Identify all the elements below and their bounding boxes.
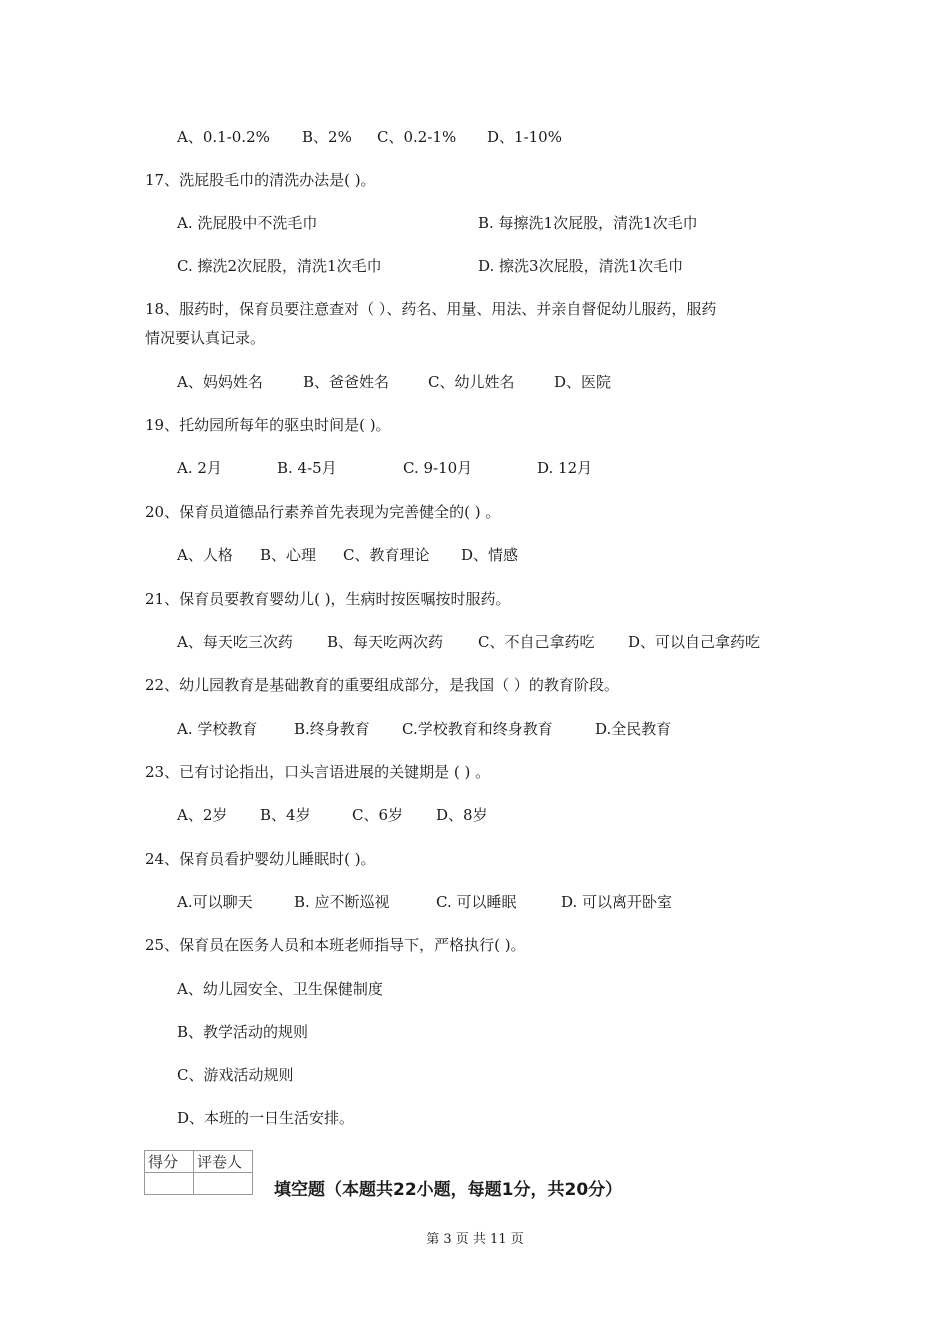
q22-option-c: C.学校教育和终身教育	[402, 720, 553, 738]
q16-option-b: B、2%	[302, 128, 352, 146]
q19-option-d: D. 12月	[537, 459, 593, 477]
q23-option-d: D、8岁	[436, 806, 488, 824]
q24-option-d: D. 可以离开卧室	[561, 893, 673, 911]
q17-option-c: C. 擦洗2次屁股，清洗1次毛巾	[177, 257, 382, 275]
q19-option-c: C. 9-10月	[403, 459, 473, 477]
q20-option-b: B、心理	[260, 546, 317, 564]
q21-option-b: B、每天吃两次药	[327, 633, 444, 651]
score-cell	[145, 1173, 194, 1195]
q22-option-b: B.终身教育	[294, 720, 370, 738]
q17-option-a: A. 洗屁股中不洗毛巾	[177, 214, 318, 232]
q20-option-c: C、教育理论	[343, 546, 430, 564]
q18-option-a: A、妈妈姓名	[177, 373, 263, 391]
q21-option-a: A、每天吃三次药	[177, 633, 293, 651]
q25-option-a: A、幼儿园安全、卫生保健制度	[177, 980, 383, 998]
grader-cell	[194, 1173, 253, 1195]
q24-option-c: C. 可以睡眠	[436, 893, 517, 911]
q24-text: 24、保育员看护婴幼儿睡眠时( )。	[145, 850, 376, 868]
q18-text-line1: 18、服药时，保育员要注意查对（ ）、药名、用量、用法、并亲自督促幼儿服药，服药	[145, 300, 717, 318]
q19-option-a: A. 2月	[177, 459, 222, 477]
q23-option-c: C、6岁	[352, 806, 404, 824]
q21-option-d: D、可以自己拿药吃	[628, 633, 761, 651]
q24-option-b: B. 应不断巡视	[294, 893, 390, 911]
q19-option-b: B. 4-5月	[277, 459, 337, 477]
q18-text-line2: 情况要认真记录。	[145, 329, 266, 347]
q25-option-c: C、游戏活动规则	[177, 1066, 294, 1084]
q19-text: 19、托幼园所每年的驱虫时间是( )。	[145, 416, 391, 434]
q18-option-b: B、爸爸姓名	[303, 373, 390, 391]
q21-option-c: C、不自己拿药吃	[478, 633, 595, 651]
q18-option-d: D、医院	[554, 373, 612, 391]
q23-option-a: A、2岁	[177, 806, 228, 824]
q16-option-c: C、0.2-1%	[377, 128, 457, 146]
q21-text: 21、保育员要教育婴幼儿( )，生病时按医嘱按时服药。	[145, 590, 511, 608]
score-header: 得分	[145, 1151, 194, 1173]
q20-option-d: D、情感	[461, 546, 519, 564]
q23-text: 23、已有讨论指出，口头言语进展的关键期是 ( ) 。	[145, 763, 491, 781]
q20-option-a: A、人格	[177, 546, 233, 564]
q18-option-c: C、幼儿姓名	[428, 373, 515, 391]
q20-text: 20、保育员道德品行素养首先表现为完善健全的( ) 。	[145, 503, 501, 521]
q17-option-b: B. 每擦洗1次屁股，清洗1次毛巾	[478, 214, 698, 232]
q22-option-d: D.全民教育	[595, 720, 672, 738]
q22-text: 22、幼儿园教育是基础教育的重要组成部分，是我国（ ）的教育阶段。	[145, 676, 619, 694]
q17-text: 17、洗屁股毛巾的清洗办法是( )。	[145, 171, 376, 189]
q16-option-a: A、0.1-0.2%	[177, 128, 270, 146]
q25-text: 25、保育员在医务人员和本班老师指导下，严格执行( )。	[145, 936, 526, 954]
page-footer: 第 3 页 共 11 页	[426, 1232, 524, 1247]
q24-option-a: A.可以聊天	[177, 893, 253, 911]
q17-option-d: D. 擦洗3次屁股，清洗1次毛巾	[478, 257, 684, 275]
q25-option-b: B、教学活动的规则	[177, 1023, 309, 1041]
q16-option-d: D、1-10%	[487, 128, 562, 146]
section-title: 填空题（本题共22小题，每题1分，共20分）	[274, 1180, 623, 1200]
q25-option-d: D、本班的一日生活安排。	[177, 1109, 355, 1127]
grader-header: 评卷人	[194, 1151, 253, 1173]
score-table	[144, 1150, 253, 1195]
q23-option-b: B、4岁	[260, 806, 311, 824]
q22-option-a: A. 学校教育	[177, 720, 258, 738]
